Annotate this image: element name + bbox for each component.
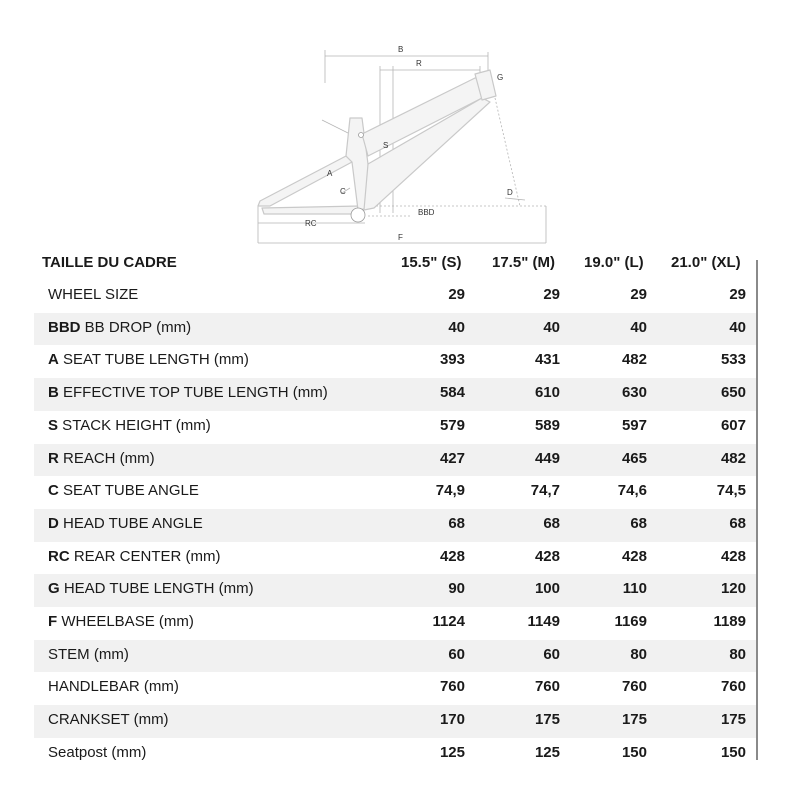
table-row — [34, 640, 756, 673]
table-row — [34, 705, 756, 738]
row-label-text: SEAT TUBE ANGLE — [58, 482, 199, 500]
row-label — [48, 580, 254, 597]
row-value: 175 — [621, 711, 647, 729]
row-value: 40 — [543, 318, 560, 336]
table-row — [34, 345, 756, 378]
row-code: R — [48, 449, 59, 467]
row-label — [48, 319, 191, 336]
row-label — [48, 678, 179, 695]
row-value: 74,7 — [530, 482, 560, 500]
header-size-xl: 21.0" (XL) — [671, 254, 741, 271]
row-label-text: REAR CENTER (mm) — [69, 547, 221, 565]
row-value: 607 — [720, 416, 746, 434]
row-label-text: SEAT TUBE LENGTH (mm) — [58, 351, 249, 369]
row-value: 74,6 — [617, 482, 647, 500]
header-size-l: 19.0" (L) — [584, 254, 644, 271]
row-value: 68 — [543, 514, 560, 532]
row-value: 393 — [439, 351, 465, 369]
row-label — [48, 744, 146, 761]
row-value: 40 — [448, 318, 465, 336]
label-g: G — [497, 73, 504, 82]
header-title: TAILLE DU CADRE — [42, 254, 177, 271]
row-label-text: WHEEL SIZE — [48, 286, 139, 303]
row-label-text: BB DROP (mm) — [80, 318, 192, 336]
row-value: 110 — [622, 580, 647, 598]
row-label-text: EFFECTIVE TOP TUBE LENGTH (mm) — [58, 384, 328, 402]
row-value: 68 — [448, 514, 465, 532]
row-value: 449 — [534, 449, 560, 467]
row-label — [48, 548, 221, 565]
row-value: 428 — [534, 547, 560, 565]
row-label-text: HANDLEBAR (mm) — [48, 678, 179, 696]
row-label-text: CRANKSET (mm) — [48, 711, 169, 729]
row-value: 760 — [720, 678, 746, 696]
row-value: 90 — [448, 580, 465, 598]
row-value: 74,5 — [716, 482, 746, 500]
row-value: 1149 — [527, 613, 560, 630]
row-value: 760 — [534, 678, 560, 696]
row-label-text: REACH (mm) — [58, 449, 155, 467]
row-value: 760 — [621, 678, 647, 696]
row-label-text: WHEELBASE (mm) — [57, 613, 194, 630]
frame-geometry-diagram — [250, 38, 550, 248]
row-value: 175 — [534, 711, 560, 729]
row-value: 60 — [543, 645, 560, 663]
table-row — [34, 378, 756, 411]
row-value: 482 — [621, 351, 647, 369]
table-row — [34, 476, 756, 509]
row-value: 175 — [720, 711, 746, 729]
label-a: A — [327, 169, 333, 178]
row-label-text: STACK HEIGHT (mm) — [58, 416, 211, 434]
row-code: D — [48, 514, 59, 532]
label-c: C — [340, 187, 346, 196]
row-label — [48, 384, 328, 401]
row-value: 29 — [630, 286, 647, 303]
row-value: 74,9 — [435, 482, 465, 500]
row-value: 1189 — [713, 613, 746, 630]
row-value: 610 — [534, 384, 560, 402]
row-value: 589 — [534, 416, 560, 434]
row-value: 29 — [729, 286, 746, 303]
row-value: 428 — [439, 547, 465, 565]
row-code: F — [48, 613, 58, 630]
table-header — [34, 248, 760, 280]
row-value: 80 — [729, 645, 746, 663]
row-code: S — [48, 416, 59, 434]
row-value: 427 — [439, 449, 465, 467]
label-b: B — [398, 45, 404, 54]
label-s: S — [383, 141, 389, 150]
row-value: 68 — [729, 514, 746, 532]
row-label — [48, 515, 203, 532]
header-size-m: 17.5" (M) — [492, 254, 555, 271]
row-value: 150 — [720, 743, 746, 761]
row-value: 579 — [439, 416, 465, 434]
table-row — [34, 672, 756, 705]
row-value: 465 — [621, 449, 647, 467]
row-value: 125 — [534, 743, 560, 761]
row-value: 482 — [720, 449, 746, 467]
row-value: 150 — [621, 743, 647, 761]
table-row — [34, 313, 756, 346]
table-row — [34, 738, 756, 771]
row-value: 29 — [448, 286, 465, 303]
scrollbar-track[interactable] — [756, 260, 758, 760]
row-value: 428 — [621, 547, 647, 565]
row-label — [48, 711, 169, 728]
table-row — [34, 280, 756, 313]
label-f: F — [398, 233, 403, 242]
row-code: RC — [48, 547, 70, 565]
row-value: 125 — [439, 743, 465, 761]
row-value: 100 — [534, 580, 560, 598]
row-label — [48, 646, 129, 663]
row-value: 760 — [439, 678, 465, 696]
row-label — [48, 351, 249, 368]
row-value: 431 — [534, 351, 560, 369]
row-value: 29 — [543, 286, 560, 303]
row-code: BBD — [48, 318, 81, 336]
row-label — [48, 286, 138, 303]
table-row — [34, 509, 756, 542]
row-value: 428 — [720, 547, 746, 565]
row-value: 40 — [729, 318, 746, 336]
table-row — [34, 574, 756, 607]
row-value: 1124 — [432, 613, 465, 630]
row-value: 597 — [621, 416, 647, 434]
row-value: 533 — [720, 351, 746, 369]
row-value: 120 — [720, 580, 746, 598]
row-label-text: STEM (mm) — [48, 645, 129, 663]
row-label-text: Seatpost (mm) — [48, 743, 147, 761]
row-value: 60 — [448, 645, 465, 663]
row-value: 650 — [720, 384, 746, 402]
label-d: D — [507, 188, 513, 197]
row-value: 1169 — [614, 613, 647, 630]
label-bbd: BBD — [418, 208, 435, 217]
row-code: A — [48, 351, 59, 369]
row-code: G — [48, 580, 60, 598]
row-label — [48, 450, 155, 467]
table-row — [34, 542, 756, 575]
row-label-text: HEAD TUBE LENGTH (mm) — [59, 580, 254, 598]
row-value: 68 — [630, 514, 647, 532]
table-row — [34, 607, 756, 640]
row-value: 630 — [621, 384, 647, 402]
header-size-s: 15.5" (S) — [401, 254, 462, 271]
row-value: 40 — [630, 318, 647, 336]
label-rc: RC — [305, 219, 317, 228]
row-code: B — [48, 384, 59, 402]
row-label — [48, 613, 194, 630]
row-code: C — [48, 482, 59, 500]
table-row — [34, 411, 756, 444]
row-label — [48, 417, 211, 434]
row-value: 170 — [439, 711, 465, 729]
row-value: 584 — [439, 384, 465, 402]
row-label — [48, 482, 199, 499]
table-row — [34, 444, 756, 477]
label-r: R — [416, 59, 422, 68]
row-label-text: HEAD TUBE ANGLE — [58, 514, 203, 532]
row-value: 80 — [630, 645, 647, 663]
